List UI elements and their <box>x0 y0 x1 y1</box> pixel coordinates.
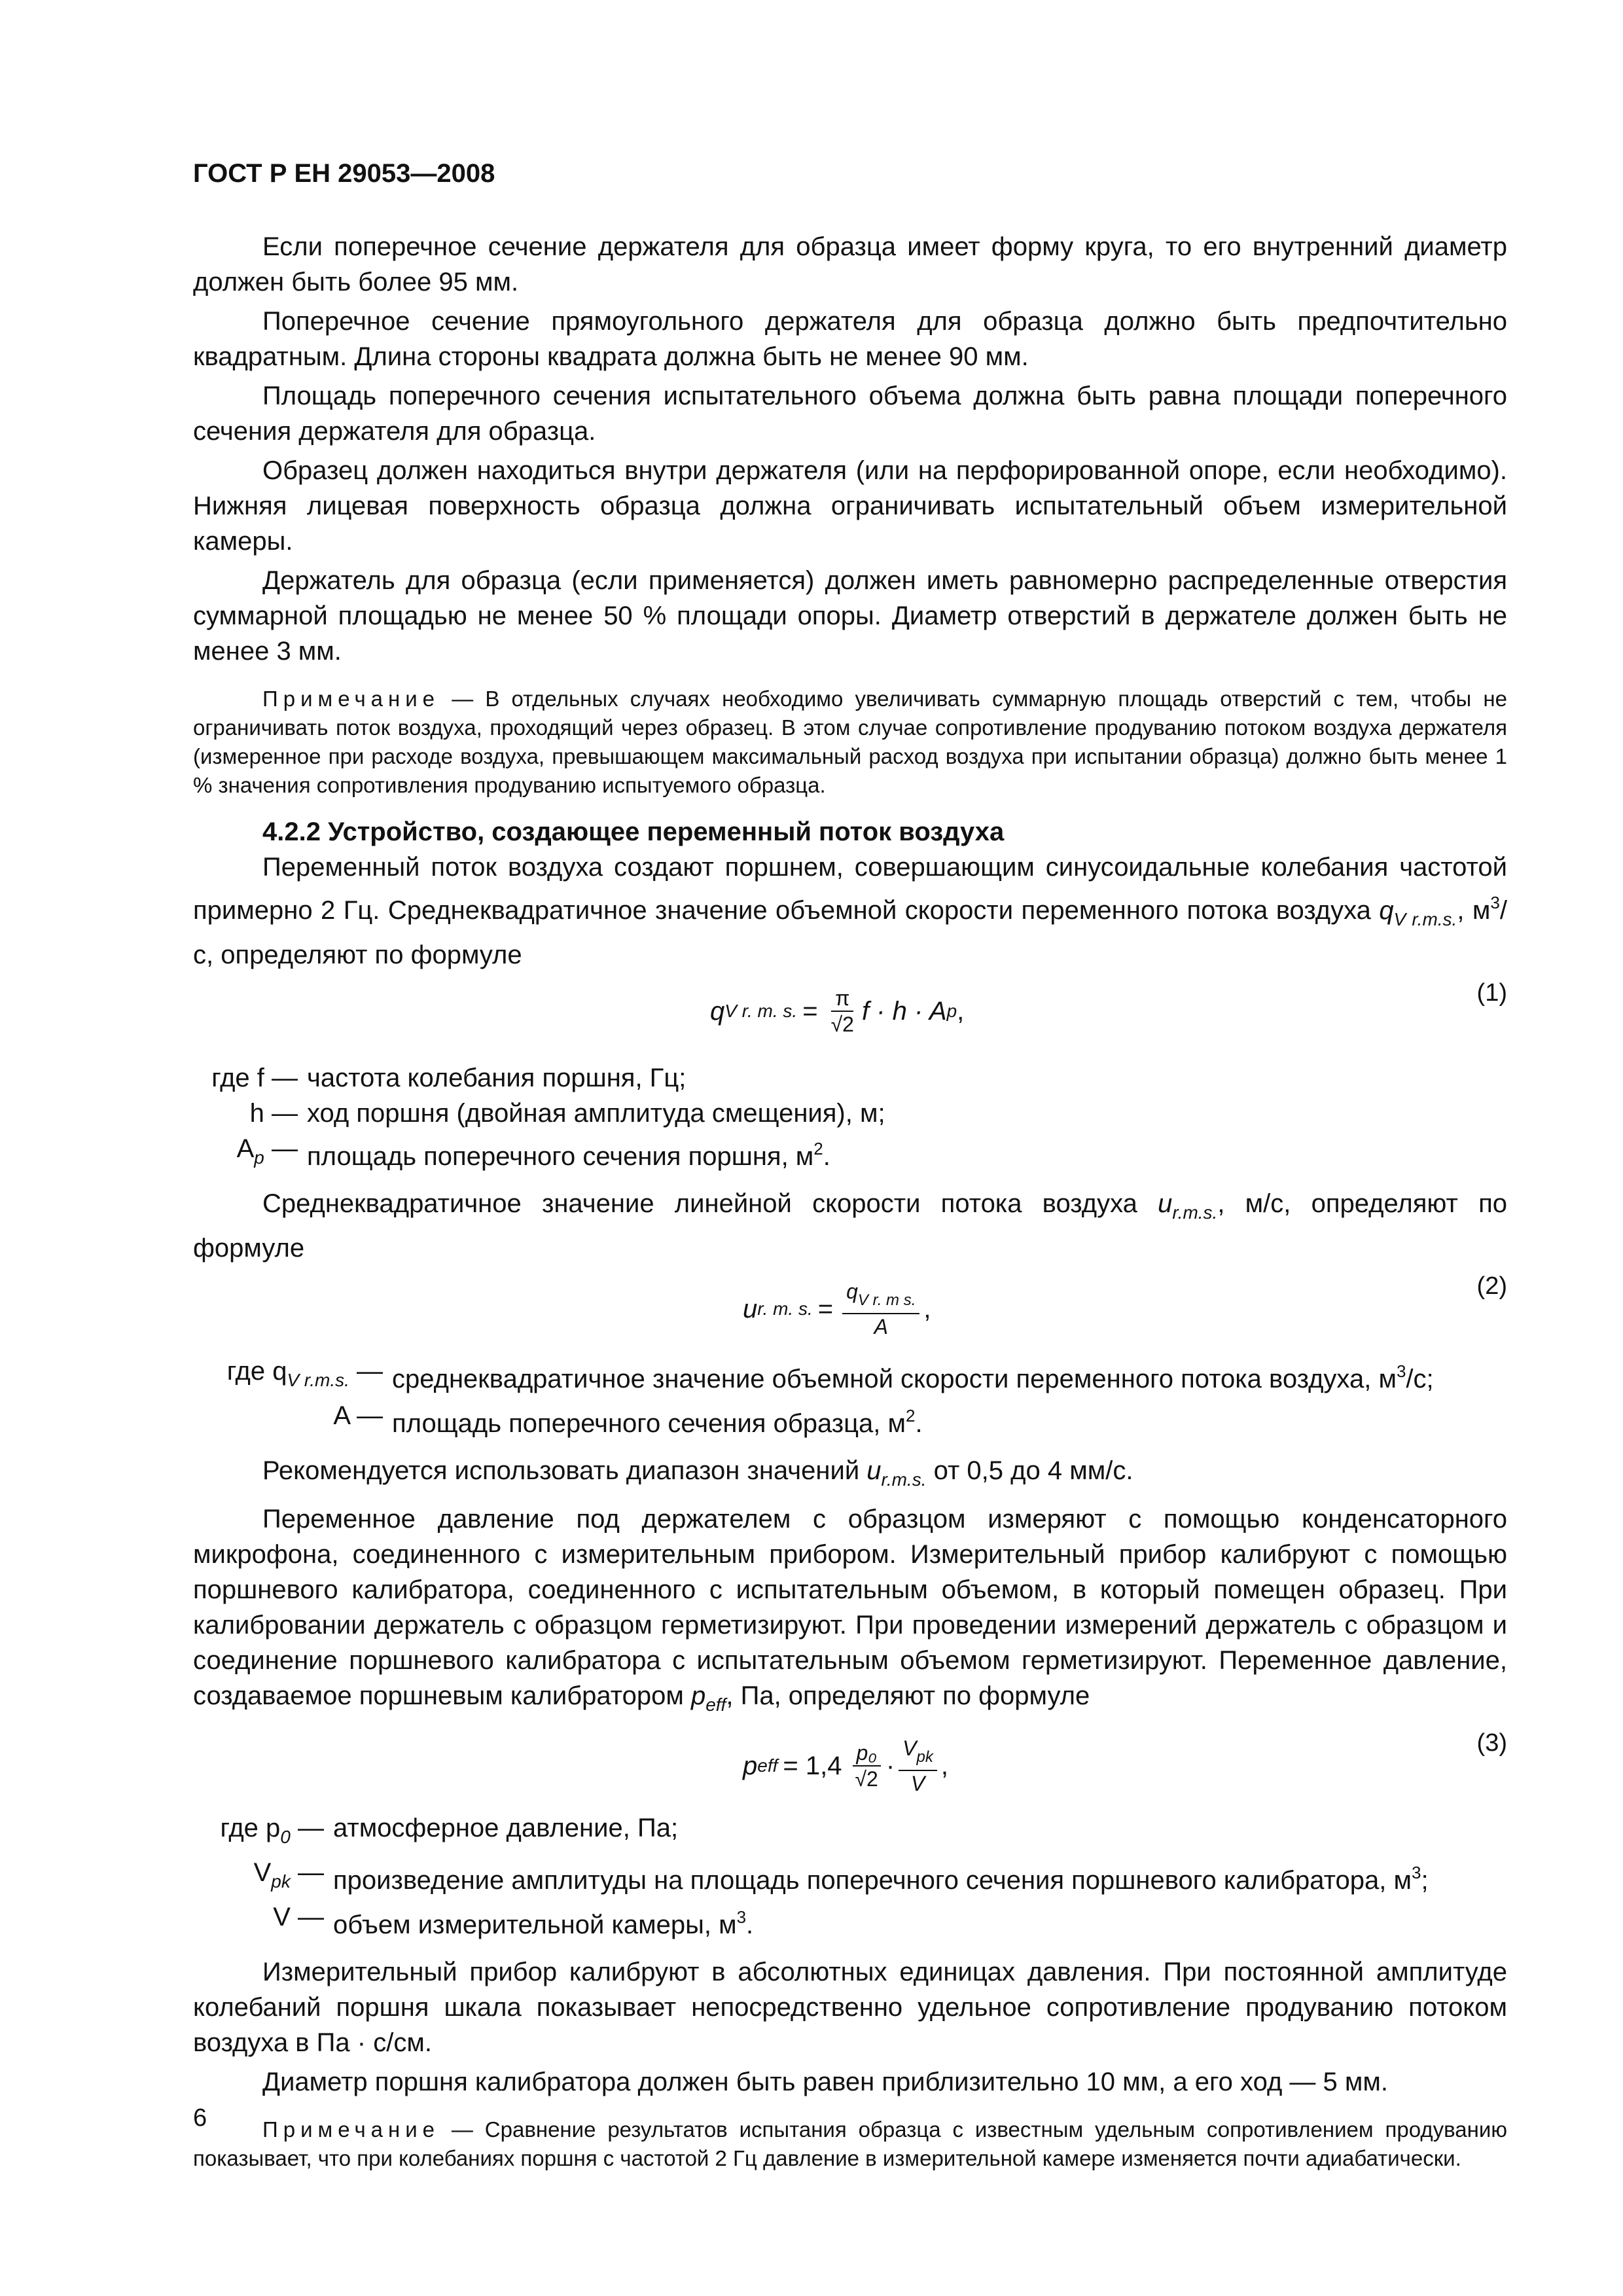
formula-1-lhs: q <box>710 996 725 1026</box>
formula-2-numerator <box>842 1279 919 1314</box>
formula-1-rhs: f · h · A <box>861 996 947 1026</box>
where-item <box>193 1096 1507 1131</box>
formula-3-equals: = 1,4 <box>783 1751 842 1780</box>
note-text: — В отдельных случаях необходимо увеличивать суммарную площадь отверстий с тем, чтобы не ограничивать поток воздуха, проходящий через образец. В этом случае сопротивление продуванию потоком воздуха держателя (измеренное при расходе воздуха, превышающем максимальный расход воздуха при испытании образца) должно быть менее 1 % значения сопротивления продуванию испытуемого образца. <box>193 687 1507 797</box>
formula-3-expression <box>743 1736 948 1796</box>
note-holder-resistance <box>193 685 1507 800</box>
where-item <box>193 1855 1507 1899</box>
symbol-subscript: V r.m.s. <box>1393 909 1457 929</box>
where-list-1 <box>193 1060 1507 1175</box>
symbol-p-sub: eff <box>705 1695 726 1715</box>
where-symbol-main: A <box>236 1134 255 1163</box>
pressure-text: Переменное давление под держателем с образцом измеряют с помощью конденсаторного микрофона, соединенного с измерительным прибором. Измерительный прибор калибруют с помощью поршневого калибратора, соединенного с испытательным объемом, в который помещен образец. При калибровании держатель с образцом герметизируют. При проведении измерений держатель с образцом и соединение поршневого калибратора с испытательным объемом герметизируют. Переменное давление, создаваемое поршневым калибратором <box>193 1505 1507 1710</box>
where-symbol-sub: 0 <box>280 1827 291 1847</box>
where-symbol-sub: V r.m.s. <box>287 1370 349 1390</box>
formula-2-numerator-sub: V r. m s. <box>857 1291 916 1309</box>
where-end: . <box>823 1142 830 1171</box>
symbol-u-sub: r.m.s. <box>1172 1202 1218 1223</box>
where-symbol: h — <box>249 1099 298 1128</box>
where-definition <box>383 1398 923 1441</box>
where-definition-text: объем измерительной камеры, м <box>333 1910 737 1939</box>
where-symbol-main: V <box>253 1858 272 1887</box>
where-definition: ход поршня (двойная амплитуда смещения), м; <box>307 1099 885 1128</box>
range-text: Рекомендуется использовать диапазон значений <box>262 1456 860 1485</box>
where-definition <box>324 1899 753 1943</box>
formula-1-lhs-sub: V r. m. s. <box>724 1001 798 1021</box>
section-heading: 4.2.2 Устройство, создающее переменный поток воздуха <box>262 817 1005 846</box>
symbol-u: u <box>866 1456 882 1485</box>
where-symbol <box>193 1354 383 1398</box>
formula-3-lhs-sub: eff <box>757 1755 778 1776</box>
paragraph-rectangular-holder: Поперечное сечение прямоугольного держателя для образца должно быть предпочтительно квадратным. Длина стороны квадрата должна быть не менее 90 мм. <box>193 307 1507 371</box>
formula-3-fraction-1-denominator: √2 <box>855 1767 878 1791</box>
where-symbol-dash: — <box>290 1858 324 1887</box>
symbol-u-sub: r.m.s. <box>881 1469 927 1490</box>
formula-3 <box>193 1729 1507 1801</box>
range-tail: от 0,5 до 4 мм/с. <box>933 1456 1133 1485</box>
where-definition: частота колебания поршня, Гц; <box>307 1064 687 1092</box>
where-symbol-dash: — <box>264 1134 298 1163</box>
formula-3-fraction-1-numerator: p₀ <box>853 1740 881 1767</box>
unit-exponent: 3 <box>1490 893 1500 912</box>
where-symbol <box>193 1131 298 1175</box>
unit-text: , м <box>1457 896 1491 925</box>
where-exponent: 2 <box>813 1139 823 1158</box>
where-item <box>193 1131 1507 1175</box>
formula-2-denominator: A <box>874 1315 888 1338</box>
velocity-text: Среднеквадратичное значение линейной скорости потока воздуха <box>262 1189 1137 1218</box>
note-label: Примечание <box>262 2117 440 2142</box>
paragraph-airflow-intro <box>193 850 1507 973</box>
formula-1-denominator: √2 <box>830 1013 854 1036</box>
note-label: Примечание <box>262 687 440 711</box>
where-definition-text: площадь поперечного сечения поршня, м <box>307 1142 814 1171</box>
formula-2 <box>193 1272 1507 1344</box>
where-exponent: 2 <box>906 1406 916 1426</box>
where-item <box>193 1398 1507 1441</box>
paragraph-test-volume-area: Площадь поперечного сечения испытательного объема должна быть равна площади поперечного сечения держателя для образца. <box>193 382 1507 446</box>
where-item <box>193 1810 1507 1855</box>
where-symbol: V — <box>273 1903 324 1931</box>
formula-3-fraction-2-denominator: V <box>910 1772 925 1795</box>
formula-3-number: (3) <box>1476 1729 1507 1757</box>
where-definition-text: произведение амплитуды на площадь поперечного сечения поршневого калибратора, м <box>333 1866 1412 1895</box>
where-item <box>193 1354 1507 1398</box>
where-list-3 <box>193 1810 1507 1943</box>
paragraph-circular-holder: Если поперечное сечение держателя для образца имеет форму круга, то его внутренний диаметр должен быть более 95 мм. <box>193 232 1507 296</box>
formula-3-fraction-2 <box>899 1736 937 1796</box>
note-text: — Сравнение результатов испытания образца с известным удельным сопротивлением продуванию показывает, что при колебаниях поршня с частотой 2 Гц давление в измерительной камере изменяется почти адиабатически. <box>193 2117 1508 2170</box>
formula-1-numerator: π <box>831 986 853 1012</box>
formula-2-fraction <box>842 1279 919 1339</box>
where-symbol-main: где p <box>220 1814 281 1842</box>
document-header: ГОСТ Р ЕН 29053—2008 <box>193 159 495 188</box>
paragraph-pressure-measurement <box>193 1501 1507 1723</box>
formula-2-number: (2) <box>1476 1272 1507 1300</box>
pressure-tail: , Па, определяют по формуле <box>726 1681 1090 1710</box>
where-symbol <box>193 1855 324 1899</box>
where-definition-text: среднеквадратичное значение объемной скорости переменного потока воздуха, м <box>392 1365 1397 1393</box>
paragraph-linear-velocity <box>193 1186 1507 1266</box>
where-definition <box>324 1855 1429 1899</box>
where-exponent: 3 <box>736 1907 747 1927</box>
where-end: . <box>915 1409 923 1438</box>
where-item <box>193 1899 1507 1943</box>
formula-3-fraction-1 <box>851 1740 882 1791</box>
formula-2-comma: , <box>923 1294 931 1323</box>
paragraph-calibration-units: Измерительный прибор калибруют в абсолютных единицах давления. При постоянной амплитуде колебаний поршня шкала показывает непосредственно удельное сопротивление продуванию потоком воздуха в Па · с/см. <box>193 1958 1507 2057</box>
formula-2-numerator-sym: q <box>846 1280 858 1303</box>
where-symbol: A — <box>333 1401 383 1430</box>
paragraph-velocity-range <box>193 1453 1507 1498</box>
formula-3-comma: , <box>940 1751 948 1780</box>
where-end: ; <box>1421 1866 1429 1895</box>
where-definition: атмосферное давление, Па; <box>333 1814 679 1842</box>
where-symbol-dash: — <box>290 1814 324 1842</box>
formula-1 <box>193 979 1507 1051</box>
where-symbol-dash: — <box>349 1357 383 1386</box>
where-symbol <box>193 1810 324 1855</box>
where-list-2 <box>193 1354 1507 1441</box>
where-definition <box>298 1131 830 1175</box>
where-item <box>193 1060 1507 1096</box>
page-number: 6 <box>193 2104 207 2132</box>
intro-tail: /с, определяют по формуле <box>193 896 1507 969</box>
where-end: /с; <box>1406 1365 1434 1393</box>
formula-1-comma: , <box>957 996 965 1026</box>
velocity-tail: , м/с, определяют по формуле <box>193 1189 1508 1263</box>
paragraph-sample-position: Образец должен находиться внутри держателя (или на перфорированной опоре, если необходимо). Нижняя лицевая поверхность образца должна ограничивать испытательный объем измерительной камеры. <box>193 456 1507 556</box>
symbol-p: p <box>690 1681 706 1710</box>
formula-3-dot: · <box>885 1751 895 1780</box>
where-definition-text: площадь поперечного сечения образца, м <box>392 1409 906 1438</box>
formula-3-lhs: p <box>743 1751 758 1780</box>
where-exponent: 3 <box>1412 1863 1421 1882</box>
formula-1-equals: = <box>802 996 818 1026</box>
intro-text: Переменный поток воздуха создают поршнем, совершающим синусоидальные колебания частотой примерно 2 Гц. Среднеквадратичное значение объемной скорости переменного потока воздуха <box>193 853 1507 925</box>
where-symbol-sub: p <box>254 1147 264 1168</box>
where-symbol-sub: pk <box>271 1871 291 1892</box>
formula-2-lhs: u <box>743 1294 758 1323</box>
formula-2-equals: = <box>817 1294 834 1323</box>
formula-3-fraction-2-numerator-sym: V <box>902 1736 917 1760</box>
where-end: . <box>746 1910 754 1939</box>
where-definition <box>383 1354 1434 1398</box>
where-symbol: где f — <box>211 1064 298 1092</box>
paragraph-piston-diameter: Диаметр поршня калибратора должен быть равен приблизительно 10 мм, а его ход — 5 мм. <box>262 2068 1388 2096</box>
formula-1-rhs-sub: p <box>946 1001 957 1021</box>
note-adiabatic <box>193 2115 1507 2173</box>
symbol-u: u <box>1158 1189 1173 1218</box>
where-exponent: 3 <box>1396 1361 1406 1381</box>
formula-2-lhs-sub: r. m. s. <box>757 1299 813 1319</box>
document-page <box>193 157 1507 2173</box>
formula-3-fraction-2-numerator <box>899 1736 937 1771</box>
formula-1-fraction <box>827 986 858 1037</box>
paragraph-holder-holes: Держатель для образца (если применяется) должен иметь равномерно распределенные отверстия суммарной площадью не менее 50 % площади опоры. Диаметр отверстий в держателе должен быть не менее 3 мм. <box>193 566 1507 666</box>
formula-3-fraction-2-numerator-sub: pk <box>916 1748 933 1766</box>
symbol-q: q <box>1379 896 1394 925</box>
where-symbol-main: где q <box>226 1357 287 1386</box>
formula-2-expression <box>743 1279 931 1339</box>
formula-1-expression <box>710 986 964 1037</box>
formula-1-number: (1) <box>1476 979 1507 1007</box>
